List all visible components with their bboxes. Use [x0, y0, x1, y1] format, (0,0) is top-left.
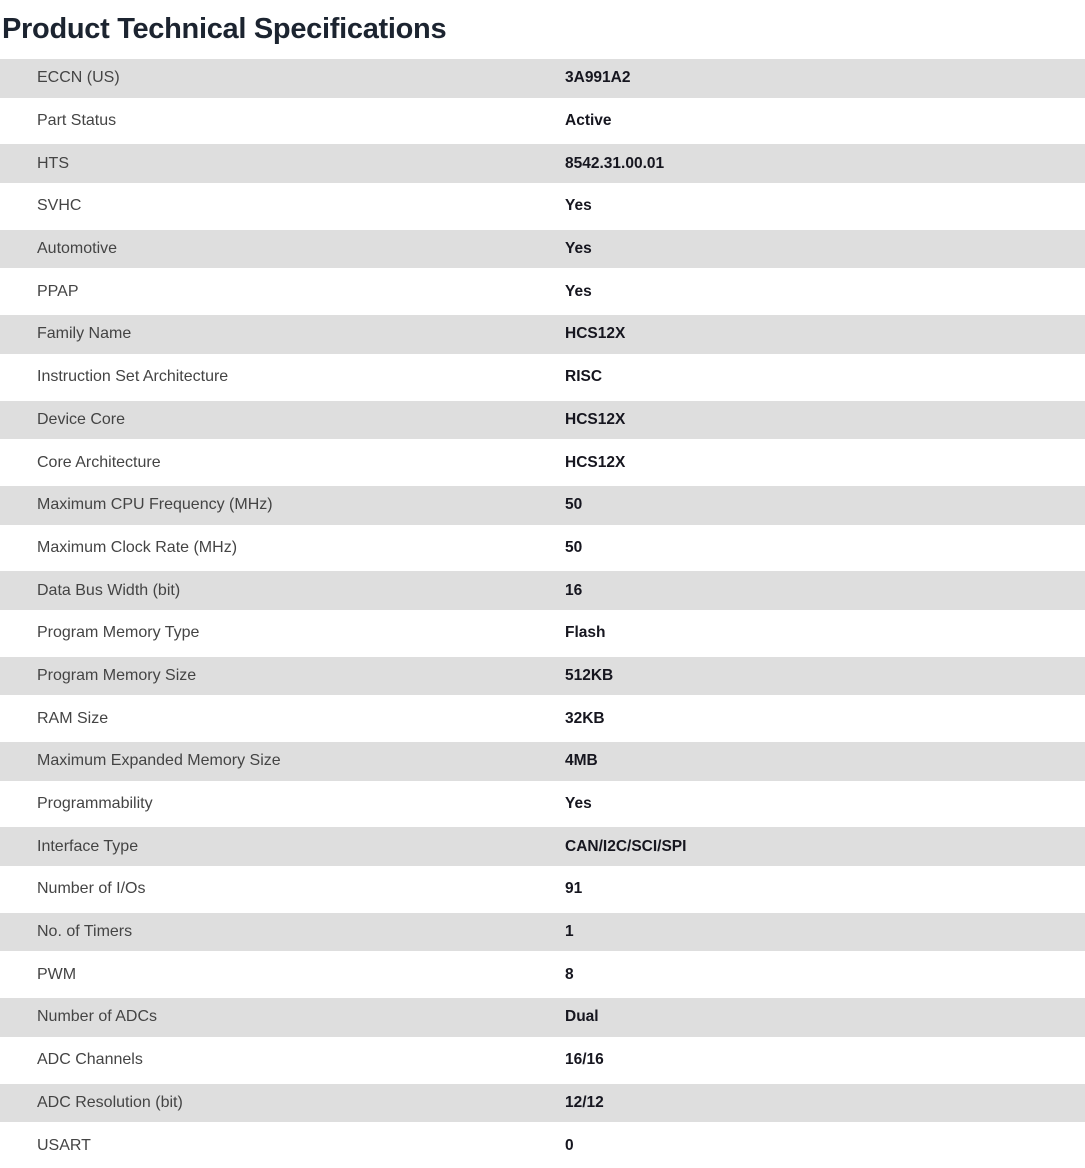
spec-attribute-value: Yes — [565, 282, 592, 300]
spec-attribute-value: 50 — [565, 496, 583, 514]
spec-attribute-label: Maximum Clock Rate (MHz) — [37, 538, 238, 556]
spec-attribute-value: Yes — [565, 240, 592, 258]
spec-attribute-value: HCS12X — [565, 410, 626, 428]
spec-table-row — [0, 740, 1085, 783]
spec-table-row — [0, 1124, 1085, 1167]
spec-attribute-value: Yes — [565, 795, 592, 813]
spec-attribute-value: 3A991A2 — [565, 69, 631, 87]
spec-attribute-value: Active — [565, 112, 612, 130]
spec-table-row — [0, 1039, 1085, 1082]
spec-table-row — [0, 612, 1085, 655]
spec-attribute-label: PWM — [37, 965, 77, 983]
spec-table-row — [0, 868, 1085, 911]
spec-attribute-value: 1 — [565, 923, 574, 941]
spec-attribute-value: HCS12X — [565, 453, 626, 471]
spec-attribute-label: Device Core — [37, 410, 126, 428]
spec-attribute-label: Number of ADCs — [37, 1008, 158, 1026]
spec-attribute-value: 8542.31.00.01 — [565, 154, 665, 172]
spec-attribute-label: RAM Size — [37, 709, 109, 727]
spec-table-row — [0, 953, 1085, 996]
spec-table-row — [0, 399, 1085, 442]
spec-attribute-label: ADC Channels — [37, 1051, 143, 1069]
spec-attribute-value: HCS12X — [565, 325, 626, 343]
spec-table-row — [0, 441, 1085, 484]
spec-attribute-label: Interface Type — [37, 837, 139, 855]
spec-table-row — [0, 1082, 1085, 1125]
spec-attribute-label: Program Memory Size — [37, 666, 197, 684]
spec-attribute-label: PPAP — [37, 282, 79, 300]
spec-table-row — [0, 996, 1085, 1039]
spec-table-row — [0, 100, 1085, 143]
spec-attribute-value: Flash — [565, 624, 606, 642]
spec-attribute-label: ADC Resolution (bit) — [37, 1093, 183, 1111]
spec-table-row — [0, 313, 1085, 356]
spec-attribute-label: HTS — [37, 154, 69, 172]
spec-attribute-label: Maximum Expanded Memory Size — [37, 752, 281, 770]
spec-table-row — [0, 270, 1085, 313]
spec-table-row — [0, 911, 1085, 954]
spec-attribute-value: 8 — [565, 965, 574, 983]
spec-table — [0, 57, 1085, 1167]
spec-table-row — [0, 356, 1085, 399]
spec-attribute-value: RISC — [565, 368, 603, 386]
spec-table-row — [0, 783, 1085, 826]
spec-attribute-label: Maximum CPU Frequency (MHz) — [37, 496, 273, 514]
spec-table-row — [0, 527, 1085, 570]
spec-attribute-value: Yes — [565, 197, 592, 215]
spec-attribute-value: 91 — [565, 880, 583, 898]
spec-table-row — [0, 484, 1085, 527]
spec-attribute-label: Part Status — [37, 112, 117, 130]
spec-attribute-value: 50 — [565, 538, 583, 556]
spec-attribute-label: SVHC — [37, 197, 82, 215]
spec-attribute-label: Program Memory Type — [37, 624, 200, 642]
spec-attribute-value: 12/12 — [565, 1093, 604, 1111]
spec-table-row — [0, 57, 1085, 100]
spec-table-row — [0, 185, 1085, 228]
spec-attribute-value: CAN/I2C/SCI/SPI — [565, 837, 687, 855]
spec-attribute-value: Dual — [565, 1008, 599, 1026]
spec-attribute-value: 16 — [565, 581, 583, 599]
spec-attribute-label: Core Architecture — [37, 453, 161, 471]
spec-attribute-label: No. of Timers — [37, 923, 133, 941]
spec-attribute-value: 512KB — [565, 666, 614, 684]
spec-attribute-label: Data Bus Width (bit) — [37, 581, 181, 599]
spec-table-row — [0, 825, 1085, 868]
spec-attribute-label: Automotive — [37, 240, 118, 258]
spec-attribute-label: Programmability — [37, 795, 153, 813]
spec-attribute-value: 4MB — [565, 752, 598, 770]
spec-table-row — [0, 142, 1085, 185]
spec-table-row — [0, 569, 1085, 612]
spec-table-row — [0, 697, 1085, 740]
spec-attribute-value: 32KB — [565, 709, 605, 727]
spec-attribute-label: Instruction Set Architecture — [37, 368, 229, 386]
spec-attribute-value: 0 — [565, 1136, 574, 1154]
spec-table-row — [0, 655, 1085, 698]
spec-attribute-value: 16/16 — [565, 1051, 604, 1069]
spec-attribute-label: ECCN (US) — [37, 69, 120, 87]
spec-table-row — [0, 228, 1085, 271]
page-title: Product Technical Specifications — [2, 13, 447, 45]
spec-attribute-label: USART — [37, 1136, 91, 1154]
spec-attribute-label: Family Name — [37, 325, 132, 343]
spec-attribute-label: Number of I/Os — [37, 880, 146, 898]
